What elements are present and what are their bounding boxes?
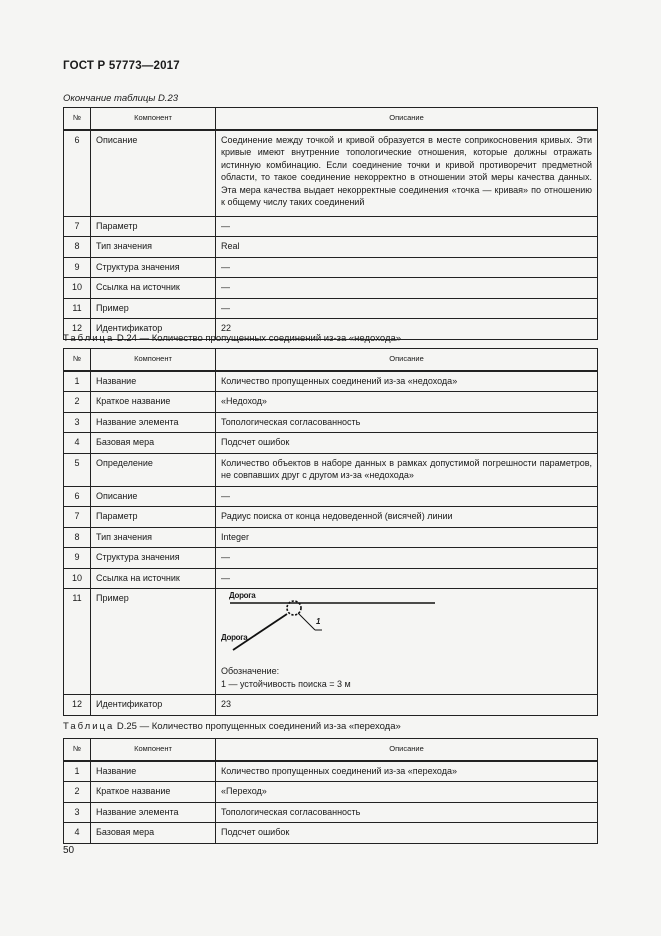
table-row (64, 130, 598, 217)
table-row (64, 453, 598, 486)
table-d25 (63, 738, 598, 844)
table-row (64, 433, 598, 454)
row-num: 8 (64, 237, 91, 258)
row-component: Тип значения (91, 527, 216, 548)
row-num: 8 (64, 527, 91, 548)
row-component: Описание (91, 486, 216, 507)
table-row (64, 823, 598, 844)
table-row (64, 278, 598, 299)
row-component: Пример (91, 589, 216, 695)
row-component: Тип значения (91, 237, 216, 258)
table-header-row (64, 108, 598, 130)
table-d24-caption (63, 333, 401, 344)
row-component: Идентификатор (91, 319, 216, 340)
row-description: — (216, 486, 598, 507)
row-num: 10 (64, 278, 91, 299)
row-component: Название элемента (91, 802, 216, 823)
caption-prefix: Таблица (63, 333, 115, 344)
row-component: Параметр (91, 507, 216, 528)
row-num: 10 (64, 568, 91, 589)
col-header-component: Компонент (91, 739, 216, 761)
callout-leader-line (298, 613, 315, 630)
row-component: Название (91, 371, 216, 392)
row-num: 1 (64, 761, 91, 782)
legend-item: 1 — устойчивость поиска = 3 м (221, 678, 351, 689)
table-d24 (63, 348, 598, 716)
table-header-row (64, 739, 598, 761)
table-row (64, 761, 598, 782)
row-description: Топологическая согласованность (216, 802, 598, 823)
row-component: Название (91, 761, 216, 782)
legend-title: Обозначение: (221, 666, 280, 676)
table-d23-caption: Окончание таблицы D.23 (63, 93, 179, 104)
row-description: — (216, 548, 598, 569)
row-description: — (216, 257, 598, 278)
row-component: Ссылка на источник (91, 278, 216, 299)
table-row (64, 392, 598, 413)
road-junction-figure (221, 592, 451, 662)
table-row (64, 412, 598, 433)
row-description: «Переход» (216, 782, 598, 803)
page-number: 50 (63, 845, 75, 856)
table-row (64, 568, 598, 589)
col-header-description: Описание (216, 108, 598, 130)
row-description: Топологическая согласованность (216, 412, 598, 433)
table-row-example (64, 589, 598, 695)
row-component: Базовая мера (91, 433, 216, 454)
row-component: Параметр (91, 216, 216, 237)
row-num: 5 (64, 453, 91, 486)
row-num: 3 (64, 802, 91, 823)
table-row (64, 695, 598, 716)
table-row (64, 548, 598, 569)
row-component: Идентификатор (91, 695, 216, 716)
table-row (64, 371, 598, 392)
row-description: Real (216, 237, 598, 258)
col-header-component: Компонент (91, 108, 216, 130)
col-header-description: Описание (216, 739, 598, 761)
table-row (64, 298, 598, 319)
row-description: Соединение между точкой и кривой образуется в месте соприкосновения кривых. Эти кривые имеют внутренние топологические отношения, которые должны отражать истинную комбинацию. Если соединение точки и кривой противоречит предметной области, то такое соединение некорректно в отношении этой меры качества данных. Эта мера качества выдает некорректные соединения «точка — кривая» по отношению к общему числу таких соединений (216, 130, 598, 217)
table-row (64, 507, 598, 528)
row-num: 6 (64, 130, 91, 217)
table-row (64, 782, 598, 803)
row-description: 23 (216, 695, 598, 716)
table-header-row (64, 349, 598, 371)
row-component: Базовая мера (91, 823, 216, 844)
row-description: — (216, 216, 598, 237)
row-num: 7 (64, 216, 91, 237)
road-label-top: Дорога (229, 591, 256, 600)
row-component: Структура значения (91, 548, 216, 569)
row-component: Ссылка на источник (91, 568, 216, 589)
col-header-description: Описание (216, 349, 598, 371)
row-num: 9 (64, 257, 91, 278)
row-num: 7 (64, 507, 91, 528)
row-description: Количество пропущенных соединений из-за «недохода» (216, 371, 598, 392)
row-num: 3 (64, 412, 91, 433)
row-component: Описание (91, 130, 216, 217)
callout-number: 1 (316, 617, 321, 626)
table-row (64, 802, 598, 823)
row-component: Название элемента (91, 412, 216, 433)
caption-title: D.24 — Количество пропущенных соединений из-за «недохода» (114, 333, 402, 344)
row-num: 1 (64, 371, 91, 392)
row-component: Краткое название (91, 782, 216, 803)
col-header-num: № (64, 108, 91, 130)
row-num: 4 (64, 433, 91, 454)
caption-title: D.25 — Количество пропущенных соединений из-за «перехода» (114, 721, 401, 732)
row-component: Краткое название (91, 392, 216, 413)
row-num: 11 (64, 589, 91, 695)
table-row (64, 237, 598, 258)
row-num: 2 (64, 782, 91, 803)
document-header: ГОСТ Р 57773—2017 (63, 60, 180, 72)
row-description: Подсчет ошибок (216, 823, 598, 844)
row-description: Радиус поиска от конца недоведенной (висячей) линии (216, 507, 598, 528)
col-header-num: № (64, 739, 91, 761)
table-row (64, 527, 598, 548)
row-num: 11 (64, 298, 91, 319)
col-header-num: № (64, 349, 91, 371)
road-label-bottom: Дорога (221, 633, 248, 642)
undershoot-diagram (221, 592, 451, 662)
row-num: 12 (64, 695, 91, 716)
row-description: Подсчет ошибок (216, 433, 598, 454)
row-description: Integer (216, 527, 598, 548)
row-description: Количество пропущенных соединений из-за «перехода» (216, 761, 598, 782)
row-component: Пример (91, 298, 216, 319)
row-num: 4 (64, 823, 91, 844)
row-component: Структура значения (91, 257, 216, 278)
caption-prefix: Таблица (63, 721, 115, 732)
row-description: — (216, 568, 598, 589)
table-d25-caption (63, 721, 401, 732)
row-num: 2 (64, 392, 91, 413)
row-num: 9 (64, 548, 91, 569)
row-description: — (216, 278, 598, 299)
row-component: Определение (91, 453, 216, 486)
row-description: Количество объектов в наборе данных в рамках допустимой погрешности параметров, не совпавших друг с другом из-за «недохода» (216, 453, 598, 486)
row-description-example (216, 589, 598, 695)
row-description: «Недоход» (216, 392, 598, 413)
table-row (64, 257, 598, 278)
row-num: 12 (64, 319, 91, 340)
table-row (64, 486, 598, 507)
table-d23 (63, 107, 598, 340)
table-row (64, 216, 598, 237)
row-description: — (216, 298, 598, 319)
col-header-component: Компонент (91, 349, 216, 371)
row-num: 6 (64, 486, 91, 507)
row-description: 22 (216, 319, 598, 340)
